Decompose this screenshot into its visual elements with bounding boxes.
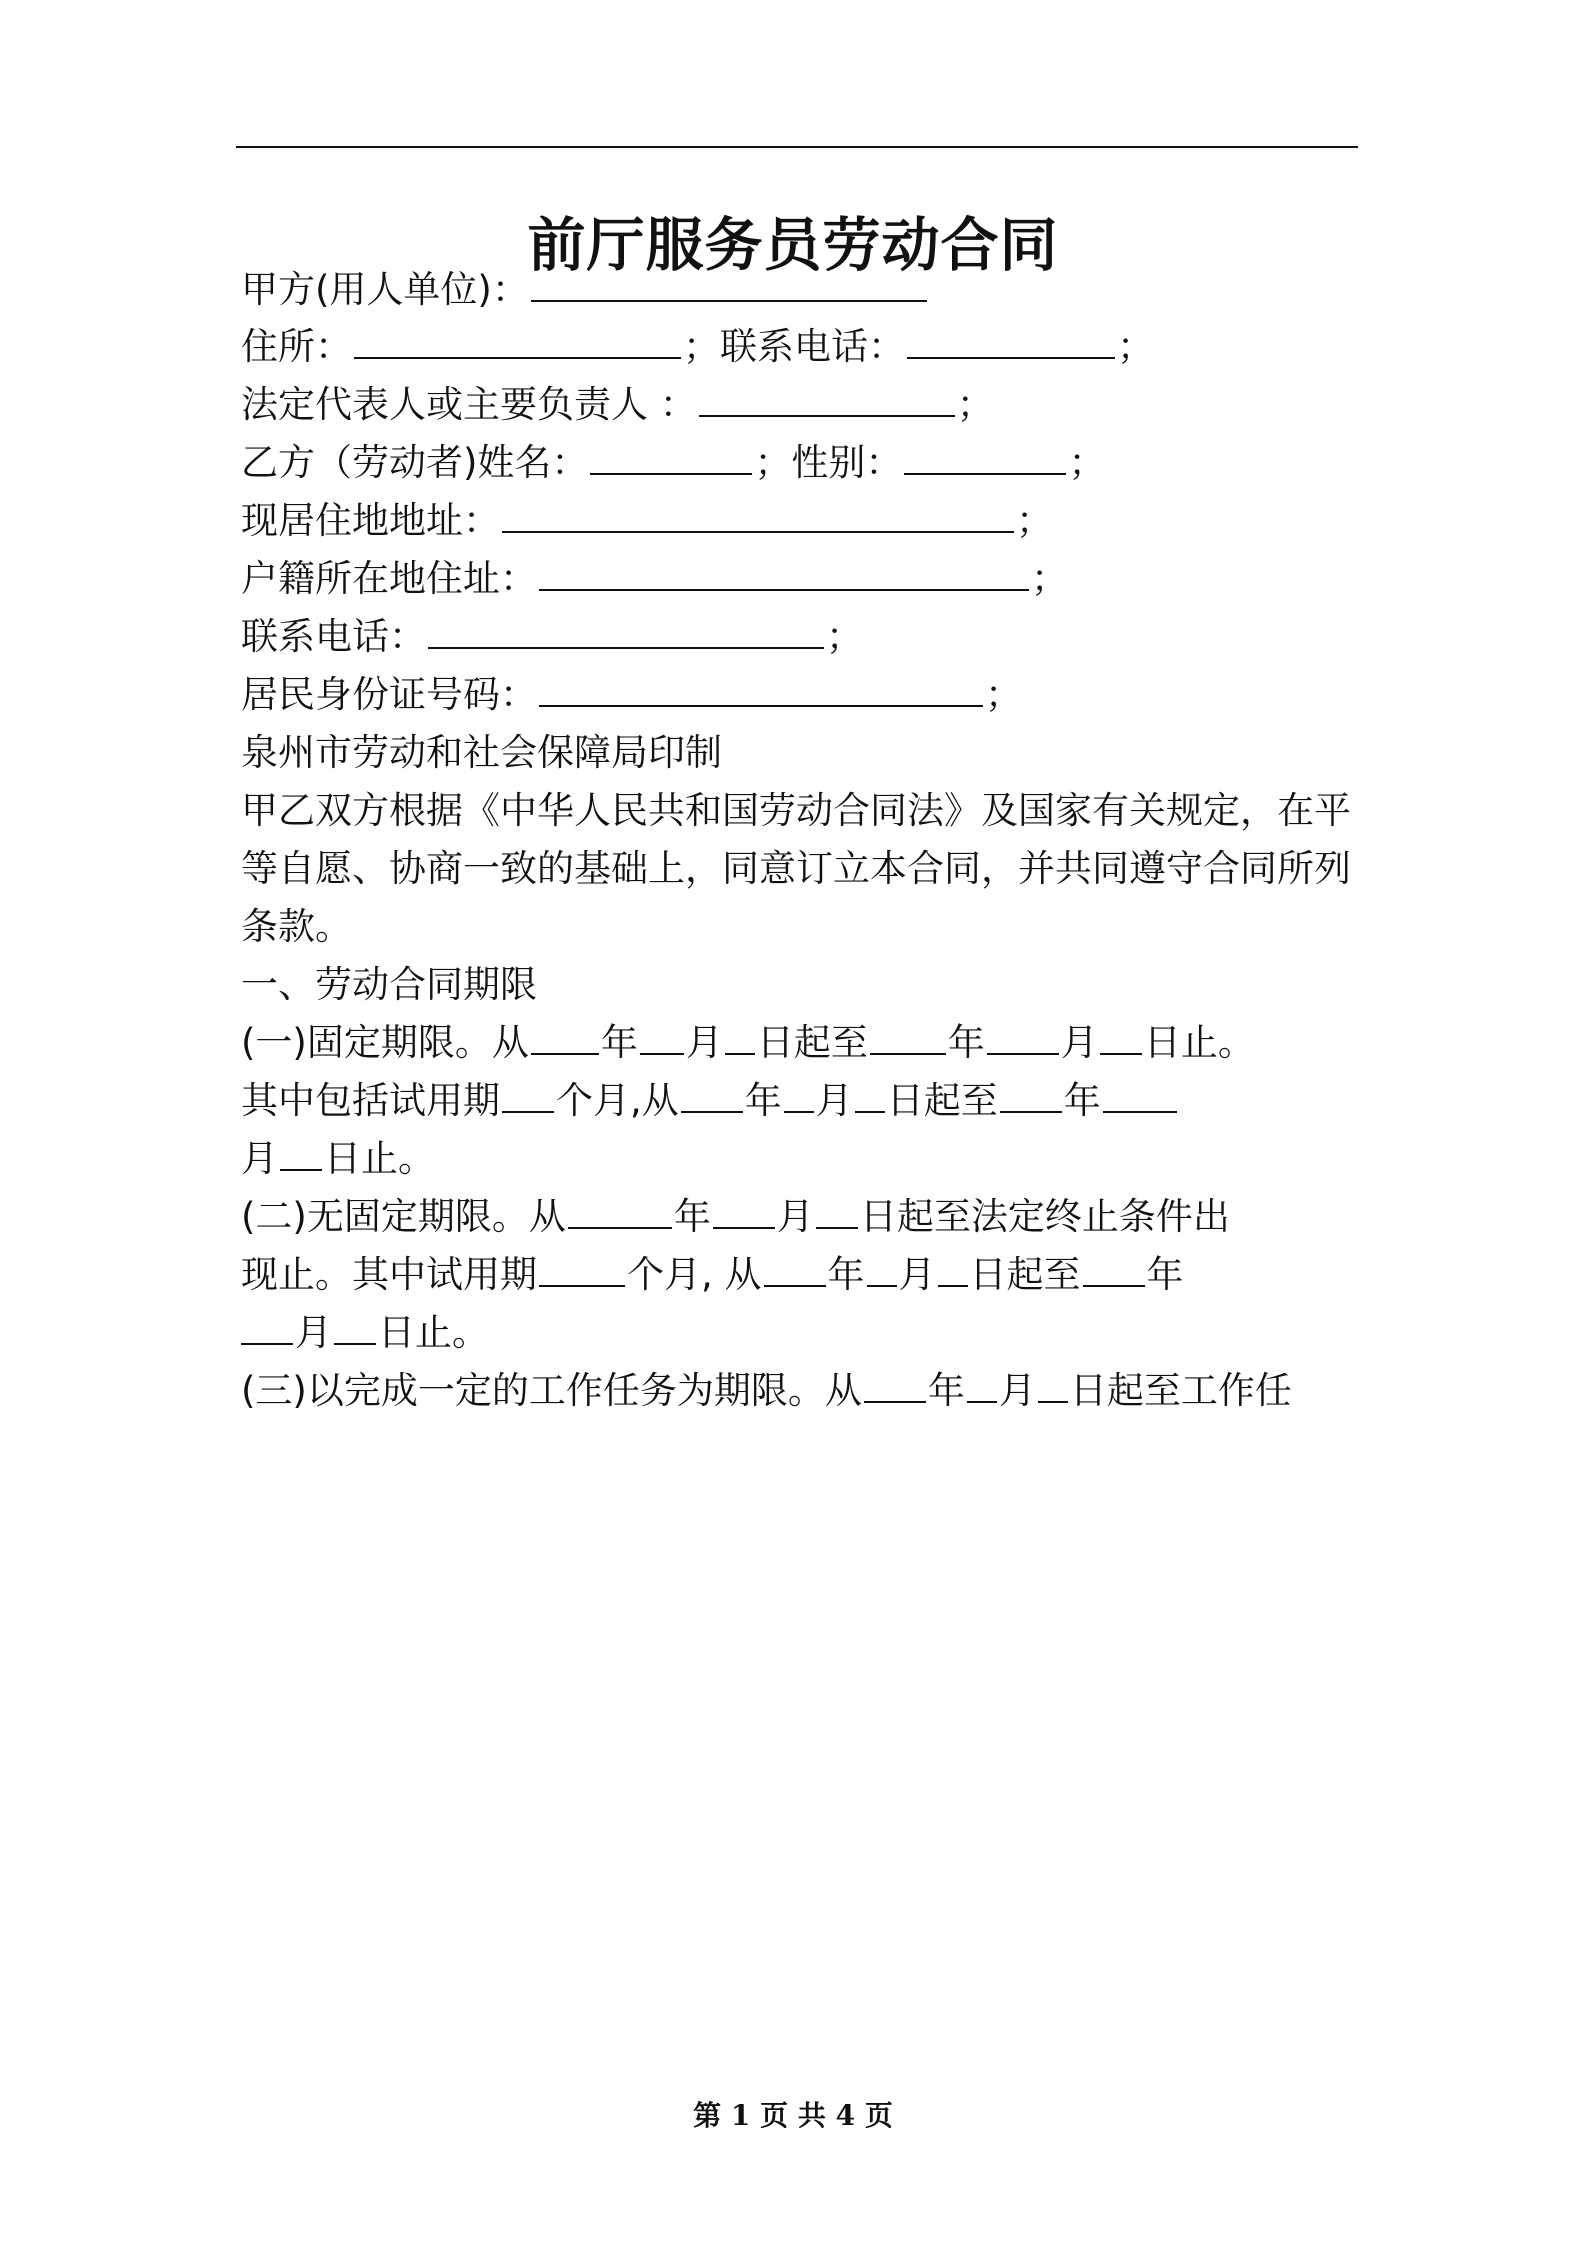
semicolon: ； bbox=[1031, 557, 1068, 600]
probation-end-day-blank[interactable] bbox=[280, 1135, 322, 1171]
year-label: 年 bbox=[947, 1021, 985, 1064]
party-a-blank[interactable] bbox=[531, 266, 927, 302]
probation-start-month-blank[interactable] bbox=[784, 1077, 814, 1113]
no-fixed-term-line bbox=[241, 1193, 1230, 1241]
party-a-line bbox=[241, 266, 929, 314]
probation-start-year-blank[interactable] bbox=[681, 1077, 743, 1113]
month-label: 月 bbox=[998, 1369, 1036, 1412]
semicolon: ； bbox=[1016, 499, 1053, 542]
phone-b-line bbox=[241, 613, 863, 661]
gender-blank[interactable] bbox=[904, 439, 1066, 475]
semicolon: ； bbox=[1068, 441, 1106, 484]
phone-label-b: 联系电话： bbox=[241, 615, 426, 658]
household-address-label: 户籍所在地住址： bbox=[241, 557, 537, 600]
current-address-line bbox=[241, 497, 1053, 545]
task-start-month-blank[interactable] bbox=[967, 1367, 997, 1403]
month-label: 月 bbox=[295, 1311, 332, 1354]
fixed-end-month-blank[interactable] bbox=[987, 1019, 1059, 1055]
day-from-to-label: 日起至 bbox=[756, 1021, 868, 1064]
intro-line-3: 条款。 bbox=[241, 905, 352, 948]
document-title: 前厅服务员劳动合同 bbox=[527, 211, 1059, 279]
party-b-name-blank[interactable] bbox=[590, 439, 752, 475]
id-line bbox=[241, 671, 1022, 719]
semicolon: ； bbox=[985, 673, 1022, 716]
address-blank[interactable] bbox=[354, 323, 681, 359]
id-label: 居民身份证号码： bbox=[241, 673, 537, 716]
fixed-start-month-blank[interactable] bbox=[640, 1019, 684, 1055]
probation-months-blank[interactable] bbox=[502, 1077, 554, 1113]
fixed-start-year-blank[interactable] bbox=[531, 1019, 599, 1055]
day-end-label: 日止。 bbox=[378, 1311, 489, 1354]
party-a-label: 甲方(用人单位)： bbox=[241, 268, 529, 311]
months-from-label: 个月, 从 bbox=[627, 1253, 762, 1296]
party-b-line bbox=[241, 439, 1105, 487]
year-label: 年 bbox=[927, 1369, 965, 1412]
year-label: 年 bbox=[1146, 1253, 1184, 1296]
open-start-day-blank[interactable] bbox=[816, 1193, 858, 1229]
phone-label-a: ；联系电话： bbox=[683, 325, 905, 368]
day-from-to-label: 日起至 bbox=[886, 1079, 998, 1122]
year-label: 年 bbox=[827, 1253, 865, 1296]
fixed-start-day-blank[interactable] bbox=[725, 1019, 755, 1055]
legal-rep-line bbox=[241, 381, 994, 429]
probation-line bbox=[241, 1077, 1179, 1125]
task-term-label: (三)以完成一定的工作任务为期限。从 bbox=[241, 1369, 862, 1412]
open-probation-start-year-blank[interactable] bbox=[764, 1251, 826, 1287]
probation-label: 其中包括试用期 bbox=[241, 1079, 500, 1122]
phone-a-blank[interactable] bbox=[907, 323, 1115, 359]
probation-end-year-blank[interactable] bbox=[1000, 1077, 1062, 1113]
legal-rep-blank[interactable] bbox=[699, 381, 955, 417]
month-label: 月 bbox=[241, 1137, 278, 1180]
task-start-day-blank[interactable] bbox=[1038, 1367, 1068, 1403]
no-fixed-term-label: (二)无固定期限。从 bbox=[241, 1195, 566, 1238]
probation-end-month-blank[interactable] bbox=[1103, 1077, 1177, 1113]
fixed-end-year-blank[interactable] bbox=[870, 1019, 946, 1055]
open-probation-months-blank[interactable] bbox=[539, 1251, 625, 1287]
id-blank[interactable] bbox=[539, 671, 983, 707]
month-label: 月 bbox=[776, 1195, 814, 1238]
intro-line-2: 等自愿、协商一致的基础上，同意订立本合同，并共同遵守合同所列 bbox=[241, 847, 1351, 890]
phone-b-blank[interactable] bbox=[428, 613, 824, 649]
months-from-label: 个月,从 bbox=[556, 1079, 679, 1122]
year-label: 年 bbox=[600, 1021, 638, 1064]
open-probation-line bbox=[241, 1251, 1184, 1299]
task-start-year-blank[interactable] bbox=[864, 1367, 926, 1403]
party-b-name-label: 乙方（劳动者)姓名： bbox=[241, 441, 589, 484]
open-probation-end-year-blank[interactable] bbox=[1083, 1251, 1145, 1287]
year-label: 年 bbox=[673, 1195, 711, 1238]
current-address-blank[interactable] bbox=[502, 497, 1014, 533]
semicolon: ； bbox=[826, 615, 863, 658]
month-label: 月 bbox=[685, 1021, 723, 1064]
open-probation-start-month-blank[interactable] bbox=[867, 1251, 897, 1287]
fixed-end-day-blank[interactable] bbox=[1100, 1019, 1142, 1055]
day-from-to-label: 日起至 bbox=[969, 1253, 1081, 1296]
open-start-year-blank[interactable] bbox=[568, 1193, 672, 1229]
open-probation-end-line bbox=[241, 1309, 489, 1357]
printed-by: 泉州市劳动和社会保障局印制 bbox=[241, 731, 722, 774]
open-probation-end-month-blank[interactable] bbox=[241, 1309, 293, 1345]
address-label: 住所： bbox=[241, 325, 352, 368]
month-label: 月 bbox=[1060, 1021, 1098, 1064]
fixed-term-line bbox=[241, 1019, 1255, 1067]
section-1-heading: 一、劳动合同期限 bbox=[241, 963, 537, 1006]
household-address-blank[interactable] bbox=[539, 555, 1029, 591]
header-rule bbox=[236, 146, 1358, 148]
address-line bbox=[241, 323, 1154, 371]
probation-start-day-blank[interactable] bbox=[855, 1077, 885, 1113]
legal-rep-label: 法定代表人或主要负责人 ： bbox=[241, 383, 697, 426]
probation-end-line bbox=[241, 1135, 435, 1183]
appear-probation-label: 现止。其中试用期 bbox=[241, 1253, 537, 1296]
intro-line-1: 甲乙双方根据《中华人民共和国劳动合同法》及国家有关规定，在平 bbox=[241, 789, 1351, 832]
open-probation-end-day-blank[interactable] bbox=[334, 1309, 376, 1345]
month-label: 月 bbox=[898, 1253, 936, 1296]
until-work-task: 日起至工作任 bbox=[1069, 1369, 1292, 1412]
year-label: 年 bbox=[744, 1079, 782, 1122]
household-address-line bbox=[241, 555, 1068, 603]
day-end-label: 日止。 bbox=[324, 1137, 435, 1180]
task-term-line bbox=[241, 1367, 1292, 1415]
gender-label: ；性别： bbox=[754, 441, 903, 484]
open-probation-start-day-blank[interactable] bbox=[938, 1251, 968, 1287]
year-label: 年 bbox=[1063, 1079, 1101, 1122]
page-footer: 第 1 页 共 4 页 bbox=[693, 2099, 893, 2132]
until-legal-end: 日起至法定终止条件出 bbox=[859, 1195, 1230, 1238]
fixed-term-label: (一)固定期限。从 bbox=[241, 1021, 529, 1064]
day-end-label: 日止。 bbox=[1143, 1021, 1255, 1064]
open-start-month-blank[interactable] bbox=[713, 1193, 775, 1229]
month-label: 月 bbox=[815, 1079, 853, 1122]
current-address-label: 现居住地地址： bbox=[241, 499, 500, 542]
semicolon: ； bbox=[956, 383, 994, 426]
semicolon: ； bbox=[1117, 325, 1154, 368]
